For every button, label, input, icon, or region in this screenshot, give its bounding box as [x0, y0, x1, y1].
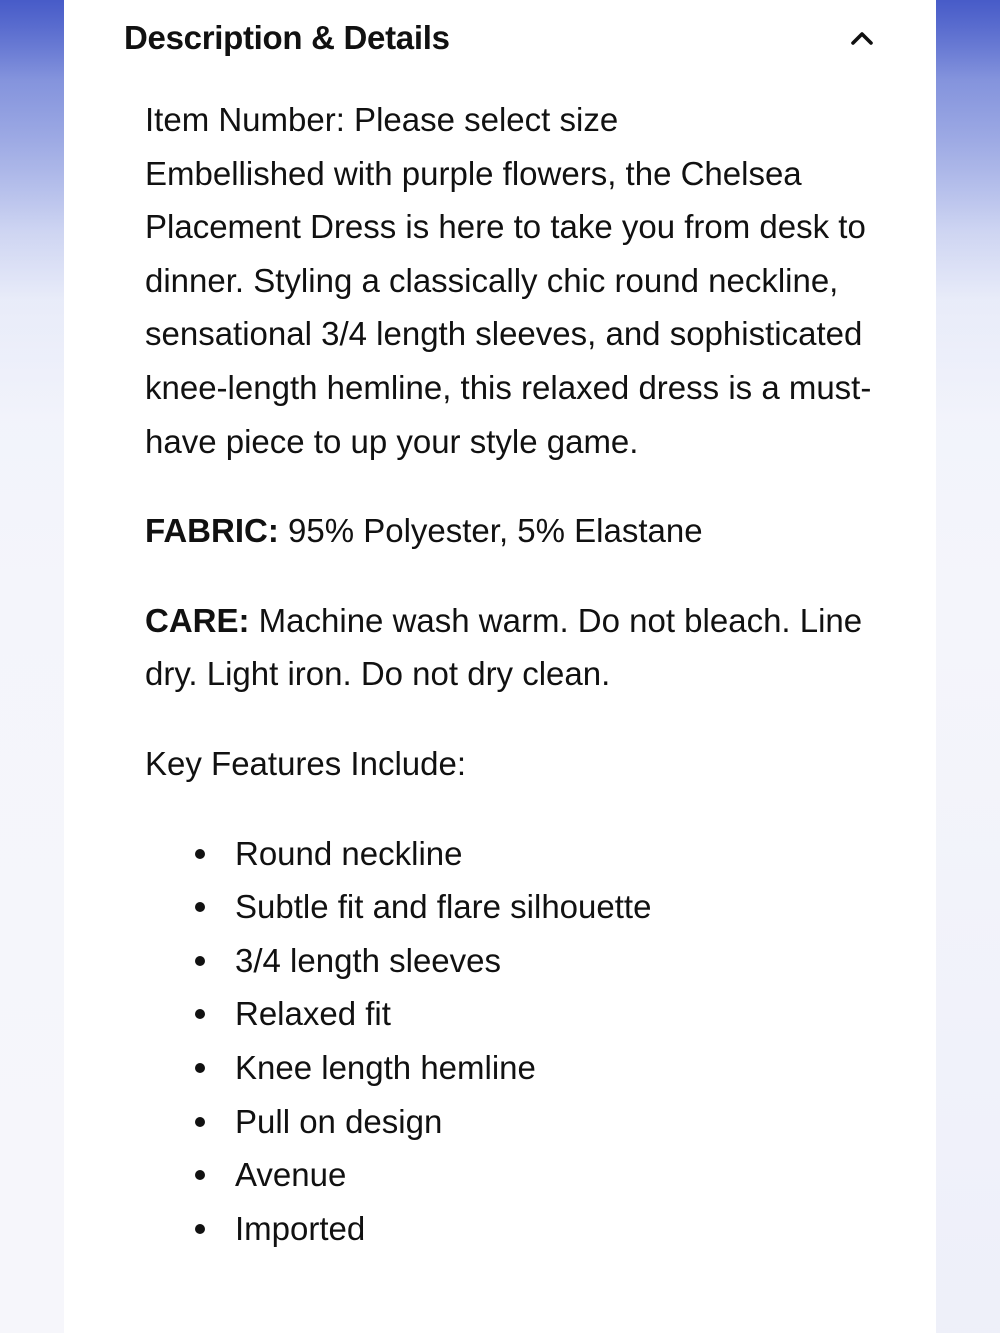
section-title: Description & Details [124, 19, 450, 56]
list-item [195, 1095, 885, 1149]
bullet-icon [195, 849, 205, 859]
description-content [145, 93, 885, 1255]
bullet-icon [195, 1170, 205, 1180]
fabric-label: FABRIC: [145, 512, 279, 550]
bullet-icon [195, 1224, 205, 1234]
item-number-text: Item Number: Please select size [145, 101, 619, 138]
feature-text: Round neckline [235, 834, 463, 872]
list-item [195, 987, 885, 1041]
feature-text: Relaxed fit [235, 995, 391, 1033]
bullet-icon [195, 902, 205, 912]
feature-text: Avenue [235, 1156, 347, 1194]
list-item [195, 827, 885, 881]
bullet-icon [195, 956, 205, 966]
feature-text: Knee length hemline [235, 1048, 536, 1086]
description-body: Embellished with purple flowers, the Chelsea Placement Dress is here to take you from desk to dinner. Styling a classically chic round neckline, sensational 3/4 length sleeves, and sophisticated knee-length hemline, this relaxed dress is a must-have piece to up your style game. [145, 154, 872, 460]
chevron-up-icon[interactable] [848, 24, 876, 52]
list-item [195, 934, 885, 988]
details-panel [64, 0, 936, 1333]
care-info [145, 594, 885, 701]
bullet-icon [195, 1009, 205, 1019]
care-value: Machine wash warm. Do not bleach. Line dry. Light iron. Do not dry clean. [145, 601, 863, 693]
list-item [195, 1041, 885, 1095]
key-features-heading: Key Features Include: [145, 744, 467, 782]
key-features-list [145, 827, 885, 1256]
care-label: CARE: [145, 601, 250, 639]
list-item [195, 880, 885, 934]
bullet-icon [195, 1063, 205, 1073]
feature-text: 3/4 length sleeves [235, 941, 502, 979]
feature-text: Pull on design [235, 1102, 443, 1140]
fabric-value: 95% Polyester, 5% Elastane [278, 512, 703, 550]
backdrop-left [0, 0, 64, 1333]
feature-text: Subtle fit and flare silhouette [235, 888, 652, 926]
fabric-info [145, 504, 885, 558]
list-item [195, 1148, 885, 1202]
bullet-icon [195, 1117, 205, 1127]
feature-text: Imported [235, 1209, 366, 1247]
description-details-accordion-header[interactable] [124, 14, 876, 62]
backdrop-right [936, 0, 1000, 1333]
list-item [195, 1202, 885, 1256]
